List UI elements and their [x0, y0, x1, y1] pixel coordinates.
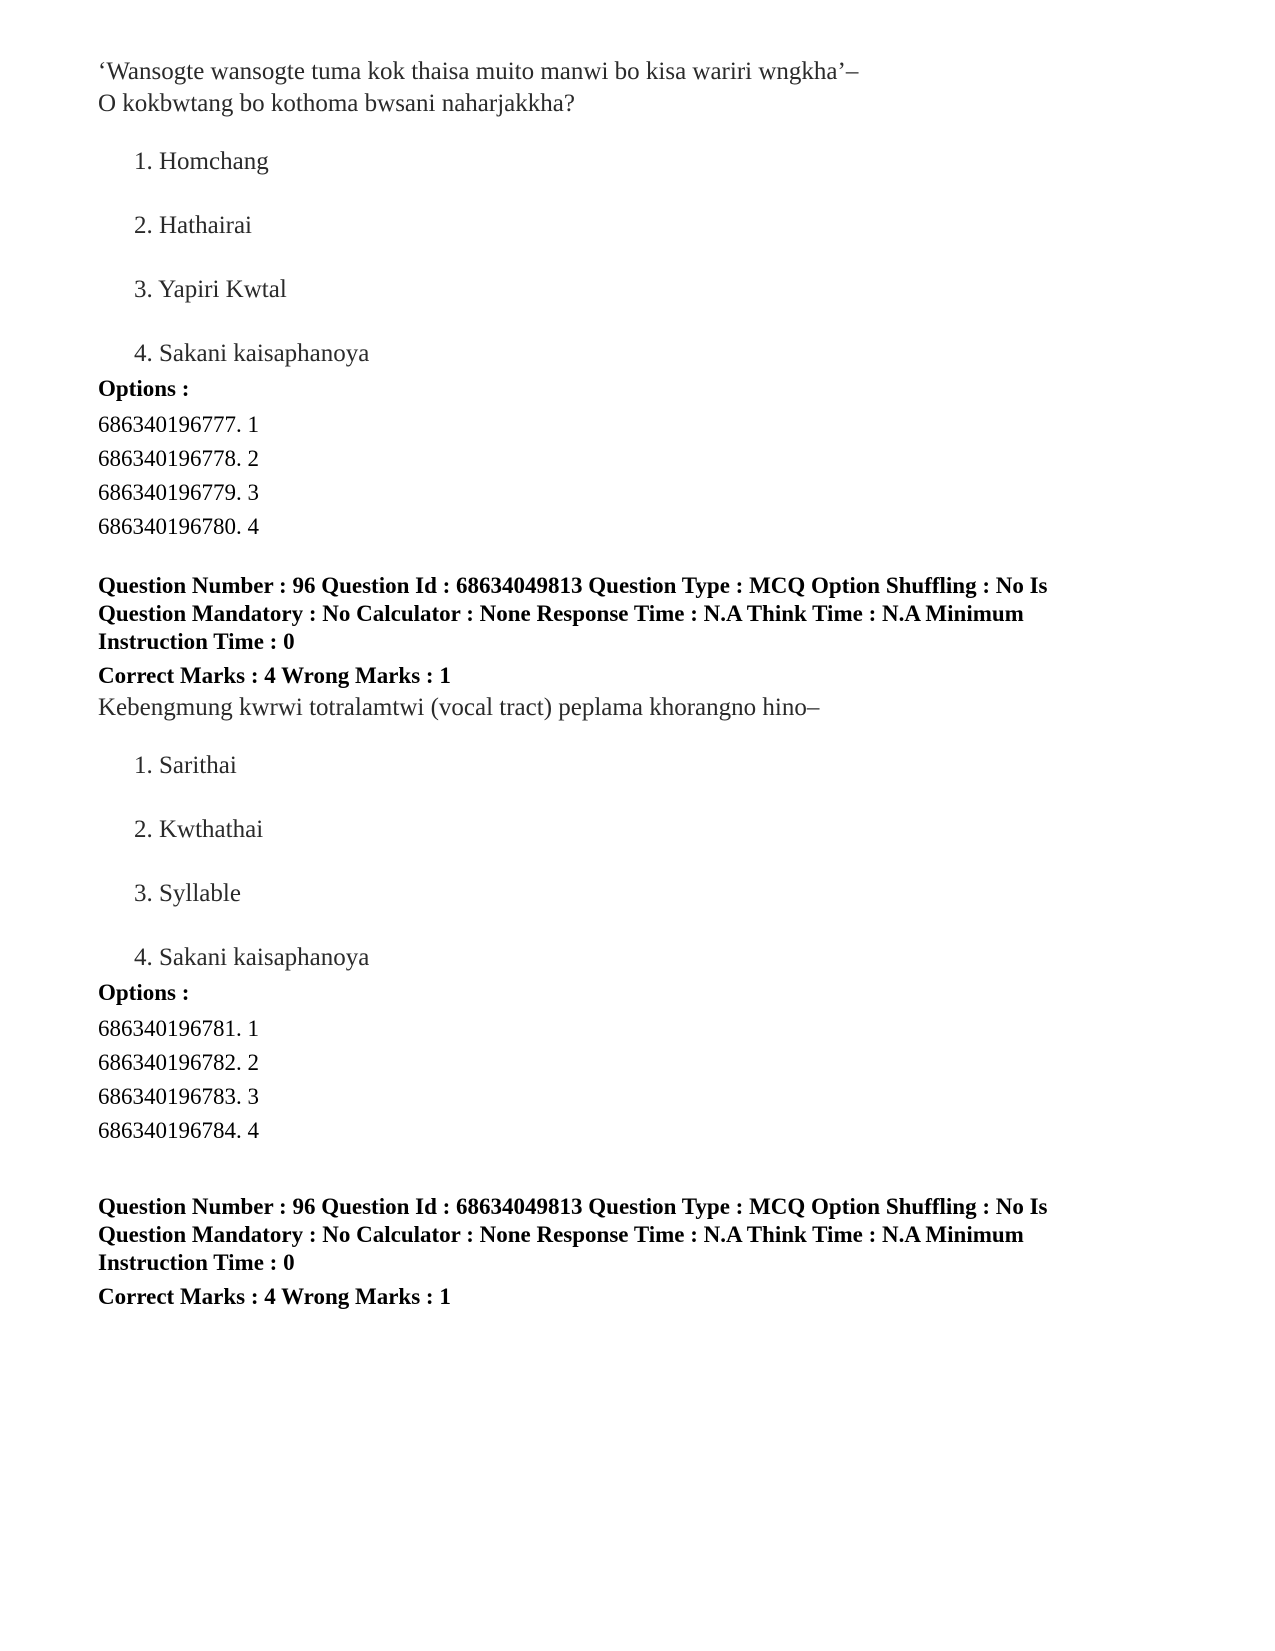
question-marks: Correct Marks : 4 Wrong Marks : 1: [98, 1284, 451, 1309]
choice-item: 4. Sakani kaisaphanoya: [134, 944, 370, 971]
answer-choices: [134, 146, 1178, 370]
options-label: Options :: [98, 980, 190, 1005]
question-block-next: [98, 1193, 1178, 1311]
question-stem-line-1: Kebengmung kwrwi totralamtwi (vocal tract) peplama khorangno hino–: [98, 694, 820, 721]
choice-item: 2. Hathairai: [134, 212, 253, 239]
choice-item: 3. Yapiri Kwtal: [134, 276, 287, 303]
option-id-item: 686340196778. 2: [98, 446, 259, 471]
answer-choices: [134, 750, 1178, 974]
option-id-item: 686340196783. 3: [98, 1084, 259, 1109]
question-block-96: [98, 572, 1178, 1148]
option-id-item: 686340196782. 2: [98, 1050, 259, 1075]
question-block-previous: [98, 56, 1178, 544]
option-id-item: 686340196777. 1: [98, 412, 259, 437]
option-id-item: 686340196780. 4: [98, 514, 259, 539]
option-id-list: [98, 1012, 1178, 1148]
question-marks: Correct Marks : 4 Wrong Marks : 1: [98, 663, 451, 688]
option-id-item: 686340196781. 1: [98, 1016, 259, 1041]
choice-item: 2. Kwthathai: [134, 816, 264, 843]
option-id-item: 686340196779. 3: [98, 480, 259, 505]
choice-item: 3. Syllable: [134, 880, 241, 907]
question-meta: Question Number : 96 Question Id : 68634049813 Question Type : MCQ Option Shuffling : No Is Question Mandatory : No Calculator : None Response Time : N.A Think Time : N.A Minimum Instruction Time : 0: [98, 573, 1048, 654]
choice-item: 1. Homchang: [134, 148, 269, 175]
question-meta: Question Number : 96 Question Id : 68634049813 Question Type : MCQ Option Shuffling : No Is Question Mandatory : No Calculator : None Response Time : N.A Think Time : N.A Minimum Instruction Time : 0: [98, 1194, 1048, 1275]
question-stem-line-1: ‘Wansogte wansogte tuma kok thaisa muito manwi bo kisa wariri wngkha’–: [98, 58, 859, 85]
options-label: Options :: [98, 376, 190, 401]
option-id-item: 686340196784. 4: [98, 1118, 259, 1143]
question-stem-line-2: O kokbwtang bo kothoma bwsani naharjakkha?: [98, 90, 575, 117]
choice-item: 1. Sarithai: [134, 752, 237, 779]
option-id-list: [98, 408, 1178, 544]
choice-item: 4. Sakani kaisaphanoya: [134, 340, 370, 367]
